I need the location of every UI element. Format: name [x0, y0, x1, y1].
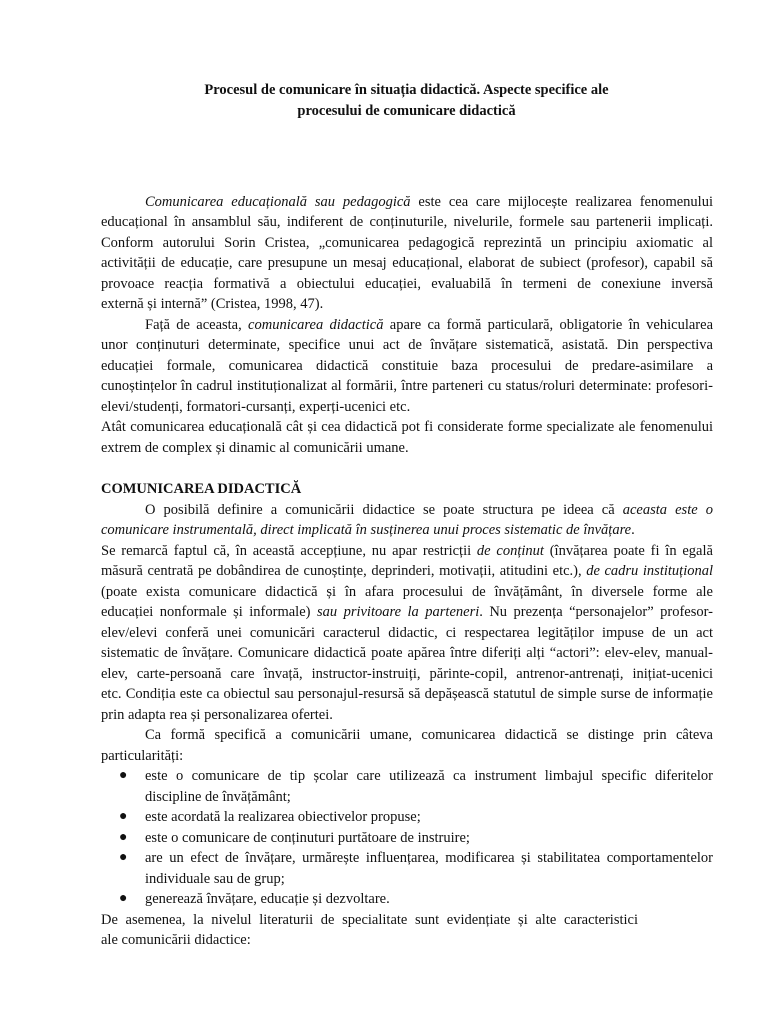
paragraph-3-line-1: Atât comunicarea educațională cât și cea didactică pot fi considerate forme specializate ale fenomenului — [101, 419, 713, 435]
paragraph-5-line-6: sistematic de învățare. Comunicare didactică poate apărea între diferiți alți “actori”: elev-elev, manual- — [101, 645, 713, 661]
paragraph-1-line-2: educațional în ansamblul său, indiferent de conținuturile, nivelurile, formele sau partenerii implicați. — [101, 214, 713, 230]
paragraph-5-line-4: educației nonformale și informale) sau privitoare la parteneri. Nu prezența “personajelor” profesor- — [101, 604, 713, 620]
bullet-icon: ● — [119, 768, 128, 783]
bullet-1-line-1: este o comunicare de tip școlar care utilizează ca instrument limbajul specific diferitelor — [145, 768, 713, 784]
paragraph-5-line-7: elev, carte-persoană care învață, instructor-instruiți, părinte-copil, antrenor-antrenați, inițiat-ucenici — [101, 666, 713, 682]
bullet-5: generează învățare, educație și dezvoltare. — [145, 891, 390, 907]
bullet-1-line-2: discipline de învățământ; — [145, 789, 291, 805]
paragraph-1-line-5: provoace reacția formativă a obiectului educației, evaluabilă în termeni de conexiune inversă — [101, 276, 713, 292]
bullet-4-line-1: are un efect de învățare, urmărește influențarea, modificarea și stabilitatea comportamentelor — [145, 850, 713, 866]
paragraph-5-line-9: prin adapta rea și personalizarea ofertei. — [101, 707, 333, 723]
term-italic: Comunicarea educațională sau pedagogică — [145, 194, 411, 210]
bullet-icon: ● — [119, 830, 128, 845]
bullet-2: este acordată la realizarea obiectivelor propuse; — [145, 809, 421, 825]
paragraph-2-line-4: cunoștințelor în cadrul instituționalizat al formării, între parteneri cu status/roluri determinate: profesori- — [101, 378, 713, 394]
paragraph-2-line-5: elevi/studenți, formatori-cursanți, experți-ucenici etc. — [101, 399, 411, 415]
paragraph-5-line-2: măsură centrată pe dobândirea de cunoștințe, deprinderi, motivații, atitudini etc.), de cadru instituțional — [101, 563, 713, 579]
term-italic: sau privitoare la parteneri — [316, 604, 480, 620]
term-italic: de conținut — [476, 543, 544, 559]
paragraph-6-line-1: Ca formă specifică a comunicării umane, comunicarea didactică se distinge prin câteva — [145, 727, 713, 743]
document-title — [100, 80, 713, 122]
paragraph-5-line-8: etc. Condiția este ca obiectul sau personajul-resursă să depășească statutul de simple surse de informație — [101, 686, 713, 702]
paragraph-5-line-1: Se remarcă faptul că, în această accepțiune, nu apar restricții de conținut (învățarea poate fi în egală — [101, 543, 713, 559]
paragraph-4-line-2: comunicare instrumentală, direct implicată în susținerea unui proces sistematic de învățare. — [101, 522, 635, 538]
term-italic: aceasta este o — [622, 502, 713, 518]
paragraph-5-line-3: (poate exista comunicare didactică și în afara procesului de învățământ, în diversele forme ale — [101, 584, 713, 600]
definition-italic: comunicare instrumentală, direct implicată în susținerea unui proces sistematic de învățare — [101, 522, 632, 538]
paragraph-2-line-2: unor conținuturi determinate, specifice unui act de învățare sistematică, asistată. Din perspectiva — [101, 337, 713, 353]
paragraph-1-line-4: activității de educație, care presupune un mesaj educațional, elaborat de subiect (profesor), capabil să — [101, 255, 713, 271]
paragraph-5-line-5: elev/elevi conferă unei comunicări caracterul didactic, ci respectarea legităților impuse de un act — [101, 625, 713, 641]
bullet-3: este o comunicare de conținuturi purtătoare de instruire; — [145, 830, 470, 846]
paragraph-4-line-1: O posibilă definire a comunicării didactice se poate structura pe ideea că aceasta este o — [145, 502, 713, 518]
bullet-icon: ● — [119, 809, 128, 824]
bullet-4-line-2: individuale sau de grup; — [145, 871, 285, 887]
paragraph-2-line-3: educației formale, comunicarea didactică constituie baza procesului de predare-asimilare a — [101, 358, 713, 374]
paragraph-7-line-2: ale comunicării didactice: — [101, 932, 251, 948]
paragraph-7-line-1: De asemenea, la nivelul literaturii de specialitate sunt evidențiate și alte caracteristici — [101, 912, 638, 928]
paragraph-1-line-6: externă și internă” (Cristea, 1998, 47). — [101, 296, 324, 312]
bullet-icon: ● — [119, 850, 128, 865]
bullet-icon: ● — [119, 891, 128, 906]
title-line-2: procesului de comunicare didactică — [297, 103, 516, 119]
paragraph-6-line-2: particularități: — [101, 748, 184, 764]
paragraph-2-line-1: Față de aceasta, comunicarea didactică apare ca formă particulară, obligatorie în vehicularea — [145, 317, 714, 333]
paragraph-1-line-1: Comunicarea educațională sau pedagogică este cea care mijlocește realizarea fenomenului — [145, 194, 713, 210]
term-italic: comunicarea didactică — [248, 317, 384, 333]
term-italic: de cadru instituțional — [586, 563, 713, 579]
paragraph-1-line-3: Conform autorului Sorin Cristea, „comunicarea pedagogică reprezintă un principiu axiomatic al — [101, 235, 713, 251]
title-line-1: Procesul de comunicare în situația didactică. Aspecte specifice ale — [204, 82, 609, 98]
section-heading: COMUNICAREA DIDACTICĂ — [101, 481, 302, 497]
paragraph-3-line-2: extrem de complex și dinamic al comunicării umane. — [101, 440, 409, 456]
